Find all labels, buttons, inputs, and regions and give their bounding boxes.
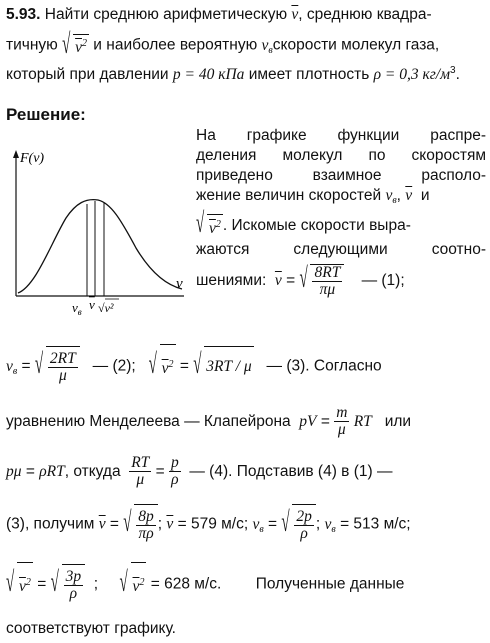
solution-right-column [196,126,486,306]
formula-2: √ $\frac{2RT}{\mu}$ [35,346,80,387]
problem-text: который при давлении [6,66,169,83]
pressure-value: p = 40 кПа [172,66,245,83]
mean-velocity-label: v [89,297,95,312]
distribution-graph [6,148,191,338]
mean-velocity-symbol: $\overline{v}$ [291,6,299,23]
y-axis-label: F(v) [20,151,45,166]
problem-text: Найти среднюю арифметическую [44,6,288,23]
problem-text: и наиболее вероятную [93,36,258,54]
problem-text: , среднюю квадра- [298,6,432,23]
x-axis-label: v [176,276,183,292]
formula-4-line: pμ = ρRT, откуда $\frac{RT}{\mu}$ = $\frac{p}{\rho}$ — (4). Подставив (4) в (1) — [6,454,393,489]
solution-text: приведено взаимное располо- [196,167,486,184]
results-line-2: √ $\overline{v}^2$ = √ $\frac{3p}{\rho}$ ; √ $\overline{v}^2 = 628$ м/с. Полученные данные [6,562,404,607]
problem-line-1 [6,6,432,24]
formula-3: √ 3RT / μ [193,346,253,387]
problem-text: скорости молекул газа, [272,36,440,54]
solution-heading: Решение: [6,105,86,124]
solution-text: деления молекул по скоростям [196,147,486,164]
distribution-curve [18,200,182,293]
mendeleev-line: уравнению Менделеева — Клапейрона pV = $\frac{m}{\mu}$ RT или [6,404,412,439]
solution-text-rms: √ $\overline{v}^2$ . Искомые скорости выра- [196,214,486,240]
problem-line-3: который при давлении p = 40 кПа имеет плотность ρ = 0,3 $кг/м^3$. [6,65,460,83]
density-value: ρ = 0,3 кг/м [373,66,450,83]
probable-velocity-label: $v_в$ [72,300,82,317]
solution-text: жаются следующими соотно- [196,241,486,258]
solution-text: На графике функции распре- [196,127,486,144]
formula-1-line: шениями: $\overline{v}$ = √ $\frac{8RT}{\pi\mu}$ — (1); [196,264,486,306]
y-axis-arrow [13,150,19,158]
formula-2-3-line: $v_в$ = √ $\frac{2RT}{\mu}$ — (2); √ $\overline{v}^2$ = √ 3RT / μ — (3). Согласно [6,344,382,392]
problem-text: имеет плотность [248,66,370,83]
probable-velocity-symbol: $v_в$ [261,36,273,56]
rms-velocity-label: √v² [98,301,114,315]
formula-1: √ $\frac{8RT}{\pi\mu}$ [299,264,344,298]
rms-velocity-formula: √ $\overline{v}^2$ [62,34,89,57]
problem-text: тичную [6,36,58,54]
solution-text-velocities: жение величин скоростей $v_в$, $\overline{v}$ и [196,187,430,206]
results-line-1: (3), получим $\overline{v}$ = √ $\frac{8p}{\pi\rho}$ ; $\overline{v} = 579$ м/с; $v_в$ = √ $\frac{2p}{\rho}$ ; $v_в = 513$ м/с; [6,504,411,550]
problem-number: 5.93. [6,6,41,23]
conclusion-line: соответствуют графику. [6,620,176,637]
problem-line-2 [6,34,439,60]
